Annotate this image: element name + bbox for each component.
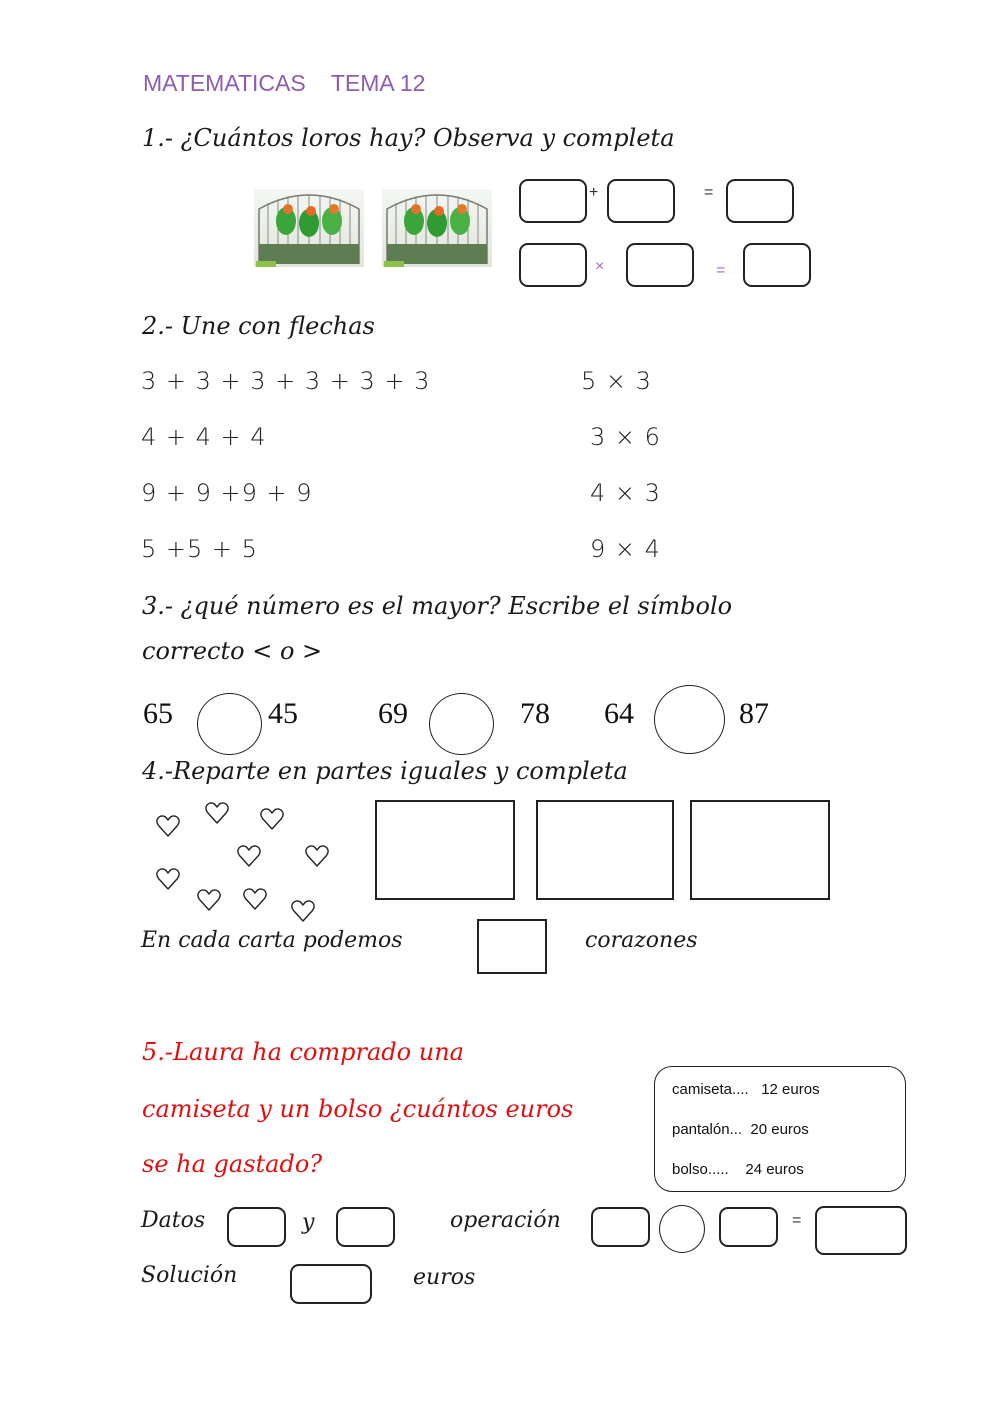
product-factor-2-input[interactable] — [626, 243, 694, 287]
parrots-cage-image — [254, 189, 364, 267]
operation-operand-2-input[interactable] — [719, 1207, 778, 1247]
compare-number: 45 — [268, 697, 298, 730]
heart-icon — [155, 866, 181, 892]
sentence-end: corazones — [585, 928, 698, 953]
heart-icon — [259, 806, 285, 832]
compare-number: 69 — [378, 697, 408, 730]
card-box-2[interactable] — [536, 800, 674, 900]
operation-result-input[interactable] — [815, 1206, 907, 1255]
heart-icon — [242, 886, 268, 912]
product-result-input[interactable] — [743, 243, 811, 287]
worksheet-header — [143, 70, 425, 97]
compare-symbol-input-3[interactable] — [654, 685, 725, 754]
sum-expression-4[interactable]: 5 +5 + 5 — [141, 535, 258, 563]
equals-sign-1: = — [704, 184, 714, 201]
compare-symbol-input-2[interactable] — [429, 693, 494, 755]
heart-icon — [304, 843, 330, 869]
product-expression-1[interactable]: 5 × 3 — [581, 367, 652, 395]
y-label: y — [302, 1210, 315, 1235]
sum-expression-1[interactable]: 3 + 3 + 3 + 3 + 3 + 3 — [141, 367, 431, 395]
parrots-photo-2 — [382, 189, 492, 267]
compare-number: 64 — [604, 697, 634, 730]
heart-icon — [236, 843, 262, 869]
sum-expression-3[interactable]: 9 + 9 +9 + 9 — [141, 479, 313, 507]
heart-icon — [155, 813, 181, 839]
sum-expression-2[interactable]: 4 + 4 + 4 — [141, 423, 267, 451]
exercise-1-title: 1.- ¿Cuántos loros hay? Observa y completa — [142, 124, 675, 152]
sentence-start: En cada carta podemos — [141, 928, 403, 953]
sum-addend-1-input[interactable] — [519, 179, 587, 223]
exercise-3-title-line-2: correcto < o > — [142, 637, 323, 665]
sum-result-input[interactable] — [726, 179, 794, 223]
operation-operand-1-input[interactable] — [591, 1207, 650, 1247]
price-item-bolso: bolso..... 24 euros — [672, 1161, 804, 1178]
compare-symbol-input-1[interactable] — [197, 693, 262, 755]
card-box-3[interactable] — [690, 800, 830, 900]
equals-sign-3: = — [792, 1212, 802, 1229]
solution-input[interactable] — [290, 1264, 372, 1304]
price-item-camiseta: camiseta.... 12 euros — [672, 1081, 820, 1098]
header-topic: TEMA 12 — [330, 70, 426, 96]
heart-icon — [204, 800, 230, 826]
product-factor-1-input[interactable] — [519, 243, 587, 287]
compare-number: 78 — [520, 697, 550, 730]
exercise-5-title-line-2: camiseta y un bolso ¿cuántos euros — [142, 1095, 574, 1123]
operacion-label: operación — [450, 1208, 561, 1233]
product-expression-3[interactable]: 4 × 3 — [590, 479, 661, 507]
times-sign: × — [595, 258, 605, 275]
exercise-5-title-line-1: 5.-Laura ha comprado una — [142, 1038, 464, 1066]
parrots-photo-1 — [254, 189, 364, 267]
datos-input-1[interactable] — [227, 1207, 286, 1247]
heart-icon — [290, 898, 316, 924]
operation-symbol-input[interactable] — [659, 1205, 705, 1253]
exercise-2-title: 2.- Une con flechas — [142, 312, 375, 340]
product-expression-4[interactable]: 9 × 4 — [590, 535, 661, 563]
card-box-1[interactable] — [375, 800, 515, 900]
compare-number: 87 — [739, 697, 769, 730]
exercise-5-title-line-3: se ha gastado? — [142, 1150, 323, 1178]
price-item-pantalon: pantalón... 20 euros — [672, 1121, 809, 1138]
compare-number: 65 — [143, 697, 173, 730]
hearts-per-card-input[interactable] — [477, 919, 547, 974]
datos-label: Datos — [141, 1208, 206, 1233]
parrots-cage-image — [382, 189, 492, 267]
exercise-4-title: 4.-Reparte en partes iguales y completa — [142, 757, 628, 785]
plus-sign: + — [589, 184, 599, 201]
sum-addend-2-input[interactable] — [607, 179, 675, 223]
exercise-3-title-line-1: 3.- ¿qué número es el mayor? Escribe el símbolo — [142, 592, 733, 620]
equals-sign-2: = — [716, 262, 726, 279]
euros-label: euros — [413, 1265, 476, 1290]
header-subject: MATEMATICAS — [143, 70, 306, 96]
datos-input-2[interactable] — [336, 1207, 395, 1247]
solucion-label: Solución — [141, 1263, 238, 1288]
product-expression-2[interactable]: 3 × 6 — [590, 423, 661, 451]
heart-icon — [196, 887, 222, 913]
